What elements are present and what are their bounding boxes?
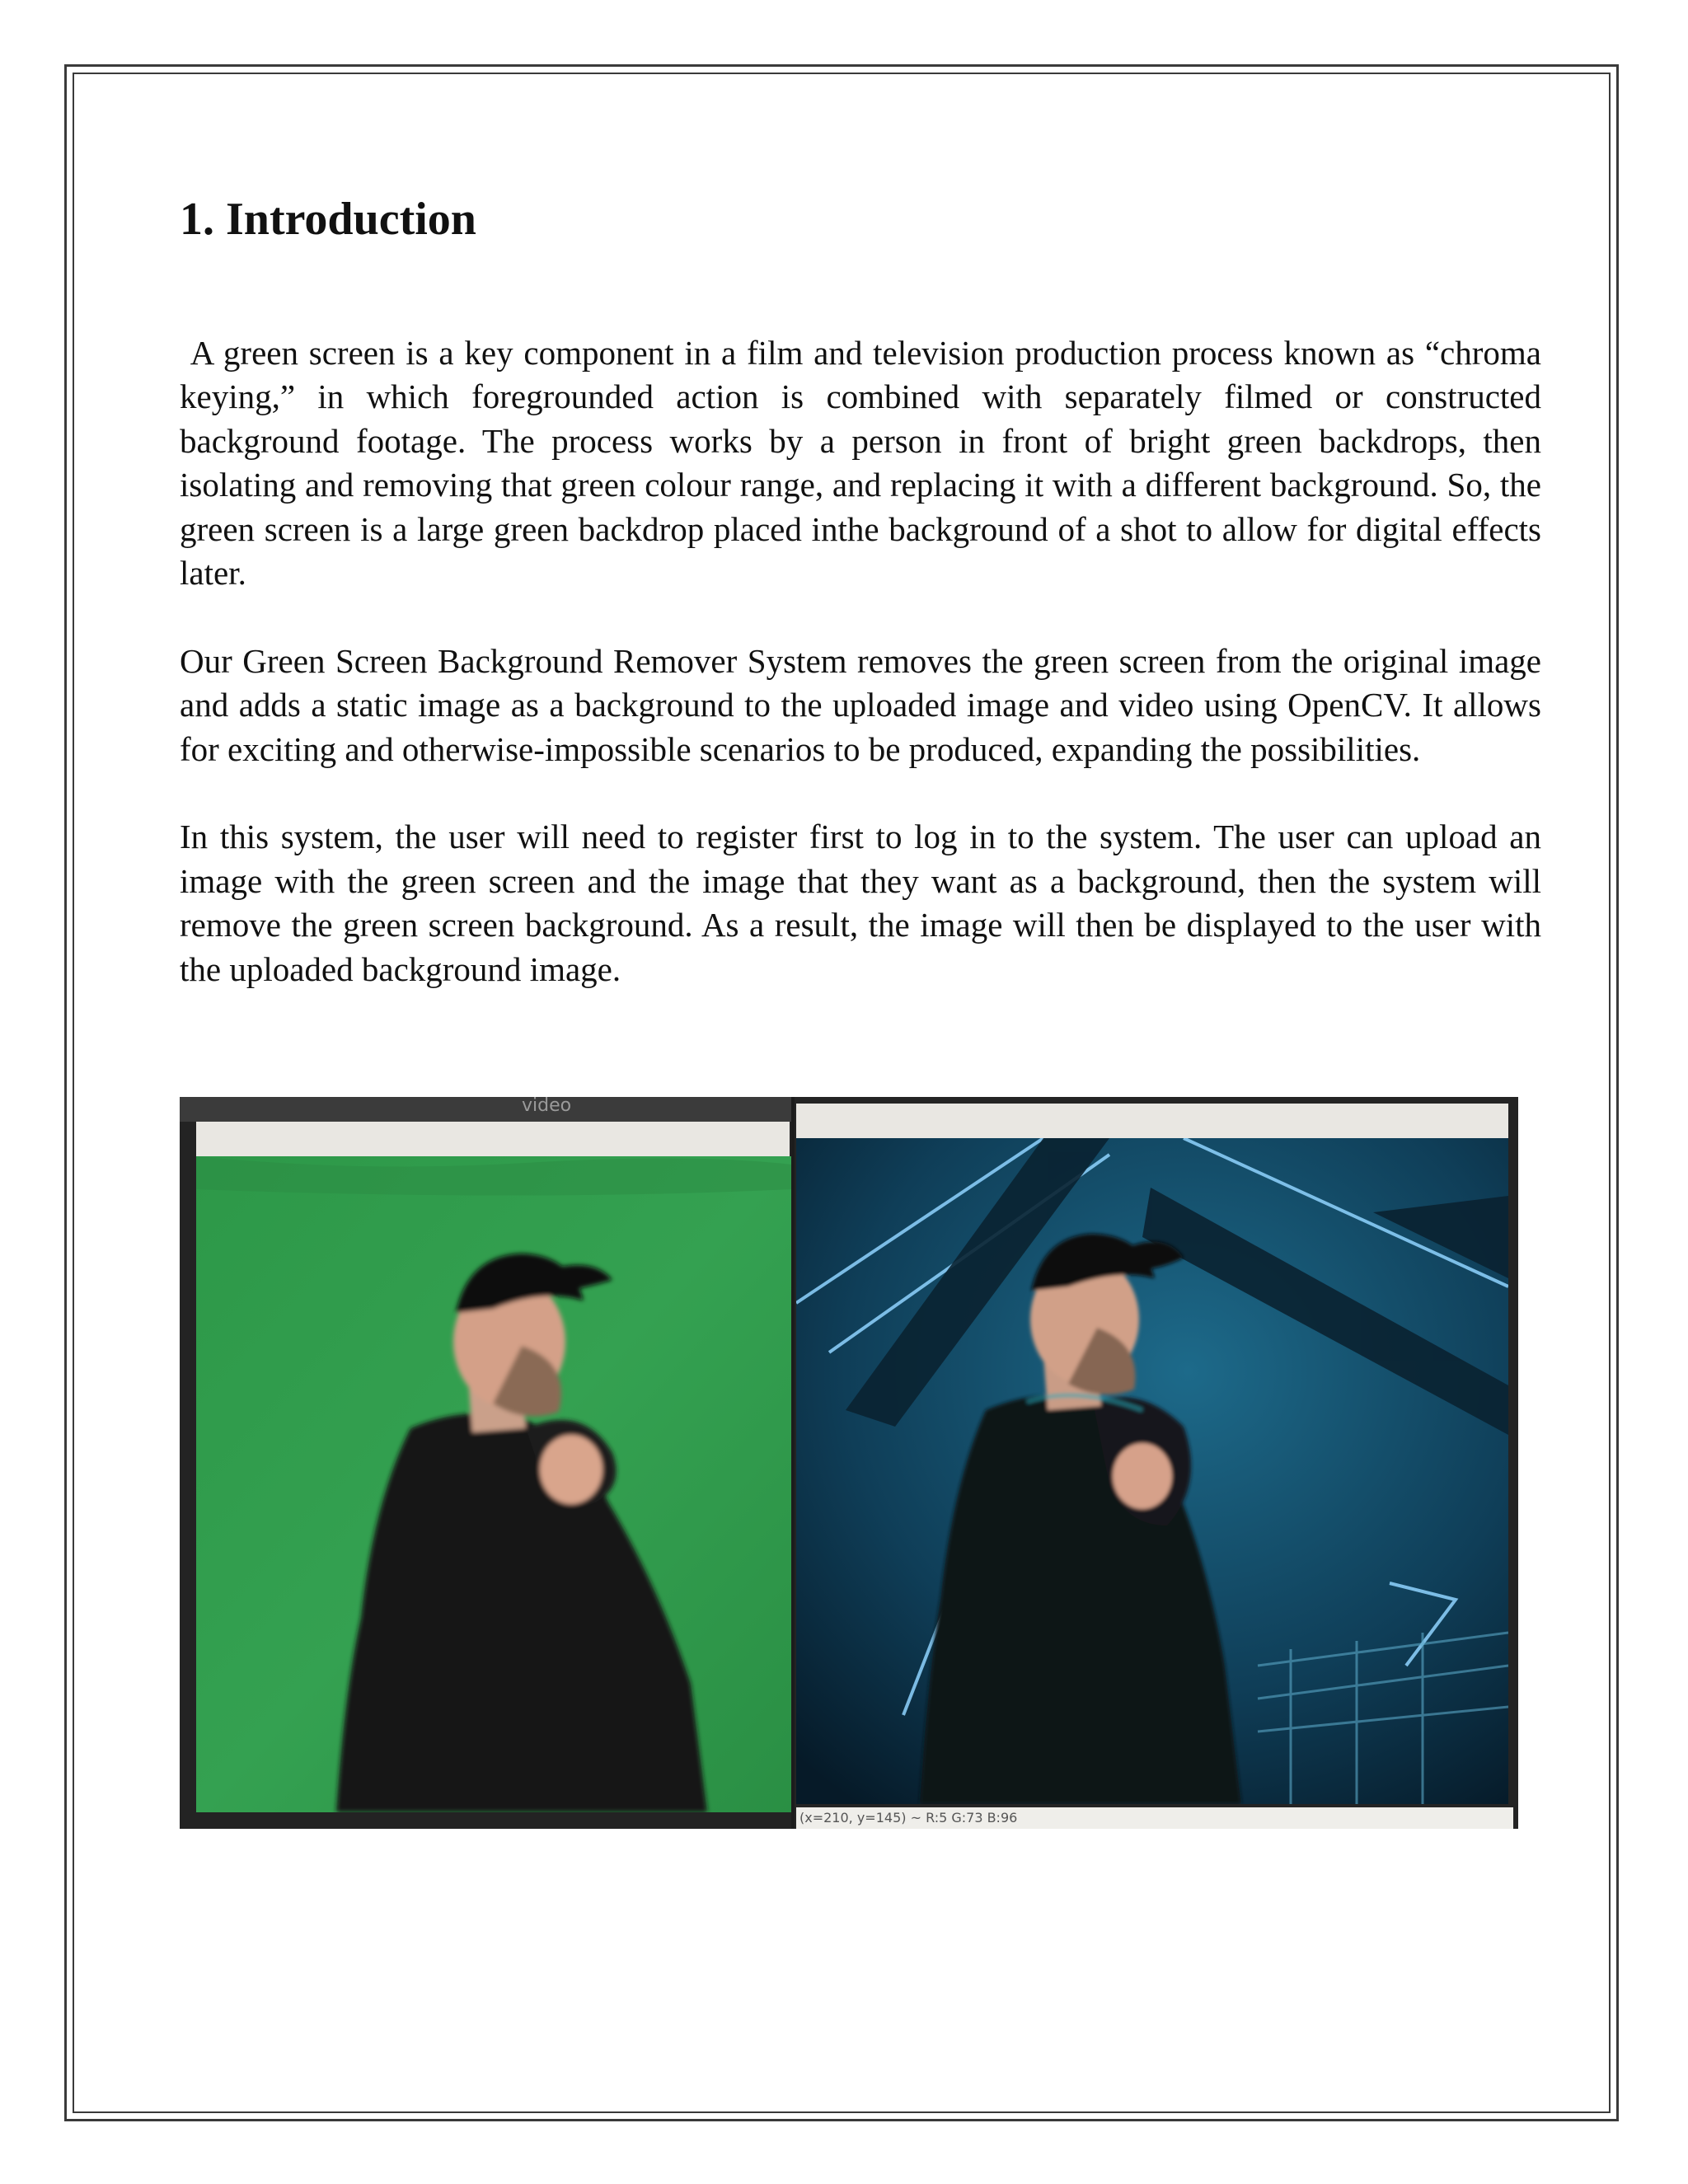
comparison-figure: [180, 1097, 1518, 1829]
pixel-readout: (x=210, y=145) ~ R:5 G:73 B:96: [799, 1810, 1018, 1825]
paragraph-3: In this system, the user will need to register first to log in to the system. The user can upload an image with the green screen and the image that they want as a background, then the system will remove the green screen background. As a result, the image will then be displayed to the user with the uploaded background image.: [180, 818, 1541, 988]
window-toolbar: [196, 1122, 790, 1156]
document-body: [180, 194, 1550, 1035]
window-title: video: [522, 1097, 572, 1116]
green-screen-frame: [196, 1156, 791, 1812]
paragraph-1: A green screen is a key component in a film and television production process known as “chroma keying,” in which foregrounded action is combined with separately filmed or constructed background footage. The process works by a person in front of bright green backdrops, then isolating and removing that green colour range, and replacing it with a different background. So, the green screen is a large green backdrop placed inthe background of a shot to allow for digital effects later.: [180, 333, 1550, 593]
window-toolbar: [796, 1104, 1508, 1138]
paragraph-2: Our Green Screen Background Remover System removes the green screen from the original image and adds a static image as a background to the uploaded image and video using OpenCV. It allows for exciting and otherwise-impossible scenarios to be produced, expanding the possibilities.: [180, 641, 1541, 768]
original-video-window: [180, 1097, 791, 1829]
section-heading: 1. Introduction: [180, 194, 476, 245]
replaced-background-frame: [796, 1138, 1508, 1804]
processed-video-window: [795, 1097, 1518, 1829]
window-titlebar: [180, 1097, 791, 1122]
status-bar: [796, 1807, 1513, 1829]
